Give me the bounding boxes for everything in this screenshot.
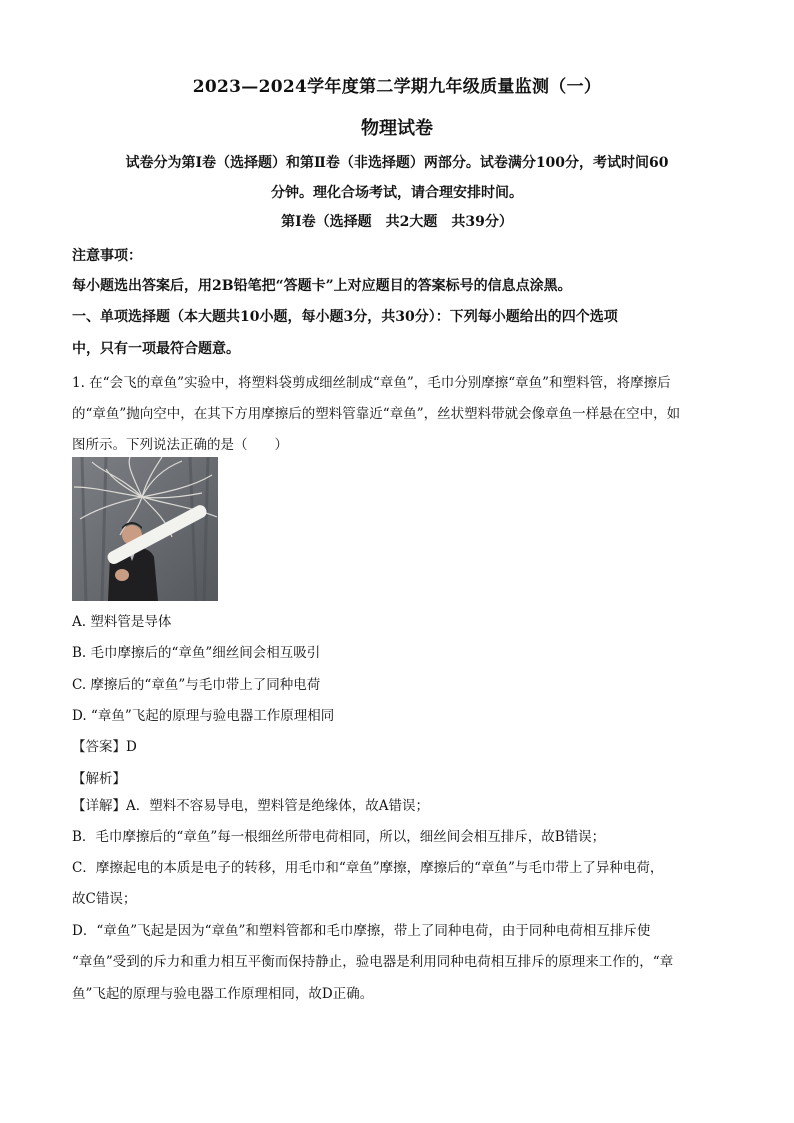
option-b: B. 毛巾摩擦后的“章鱼”细丝间会相互吸引 xyxy=(72,645,321,661)
exam-intro xyxy=(72,148,722,208)
intro-line-2: 分钟。理化合场考试，请合理安排时间。 xyxy=(271,185,523,201)
exam-title: 2023—2024学年度第二学期九年级质量监测（一） xyxy=(192,77,602,97)
answer-value: D xyxy=(126,739,137,755)
section-heading: 第Ⅰ卷（选择题 共2大题 共39分） xyxy=(281,214,513,230)
answer-line xyxy=(72,735,137,755)
question-1-stem xyxy=(72,368,732,461)
option-c: C. 摩擦后的“章鱼”与毛巾带上了同种电荷 xyxy=(72,677,321,693)
answer-label: 【答案】 xyxy=(72,739,126,755)
option-a: A. 塑料管是导体 xyxy=(72,614,172,630)
part-heading-line-1: 一、单项选择题（本大题共10小题，每小题3分，共30分）：下列每小题给出的四个选项 xyxy=(72,309,618,325)
notice-label: 注意事项： xyxy=(72,248,142,264)
detail-line-1: 【详解】A．塑料不容易导电，塑料管是绝缘体，故A错误； xyxy=(72,798,429,814)
question-1-line-3: 图所示。下列说法正确的是（ ） xyxy=(72,437,288,453)
intro-line-1: 试卷分为第Ⅰ卷（选择题）和第Ⅱ卷（非选择题）两部分。试卷满分100分，考试时间60 xyxy=(125,155,669,171)
detail-line-7: 鱼”飞起的原理与验电器工作原理相同，故D正确。 xyxy=(72,986,374,1002)
part-heading-line-2: 中，只有一项最符合题意。 xyxy=(72,341,240,357)
question-1-line-1: 1. 在“会飞的章鱼”实验中，将塑料袋剪成细丝制成“章鱼”，毛巾分别摩擦“章鱼”和塑料管，将摩擦后 xyxy=(72,375,671,391)
detail-line-5: D．“章鱼”飞起是因为“章鱼”和塑料管都和毛巾摩擦，带上了同种电荷，由于同种电荷相互排斥使 xyxy=(72,923,651,939)
detail-line-3: C．摩擦起电的本质是电子的转移，用毛巾和“章鱼”摩擦，摩擦后的“章鱼”与毛巾带上了异种电荷， xyxy=(72,860,664,876)
detail-line-2: B．毛巾摩擦后的“章鱼”每一根细丝所带电荷相同，所以，细丝间会相互排斥，故B错误； xyxy=(72,829,606,845)
question-1-line-2: 的“章鱼”抛向空中，在其下方用摩擦后的塑料管靠近“章鱼”，丝状塑料带就会像章鱼一样悬在空中，如 xyxy=(72,406,681,422)
notice-text: 每小题选出答案后，用2B铅笔把“答题卡”上对应题目的答案标号的信息点涂黑。 xyxy=(72,278,572,294)
detail-line-4: 故C错误； xyxy=(72,891,137,907)
exam-subtitle: 物理试卷 xyxy=(361,118,433,139)
detail-line-6: “章鱼”受到的斥力和重力相互平衡而保持静止，验电器是利用同种电荷相互排斥的原理来工作的，“章 xyxy=(72,954,674,970)
option-d: D. “章鱼”飞起的原理与验电器工作原理相同 xyxy=(72,708,335,724)
octopus-experiment-photo xyxy=(72,457,218,601)
analysis-label: 【解析】 xyxy=(72,771,126,787)
